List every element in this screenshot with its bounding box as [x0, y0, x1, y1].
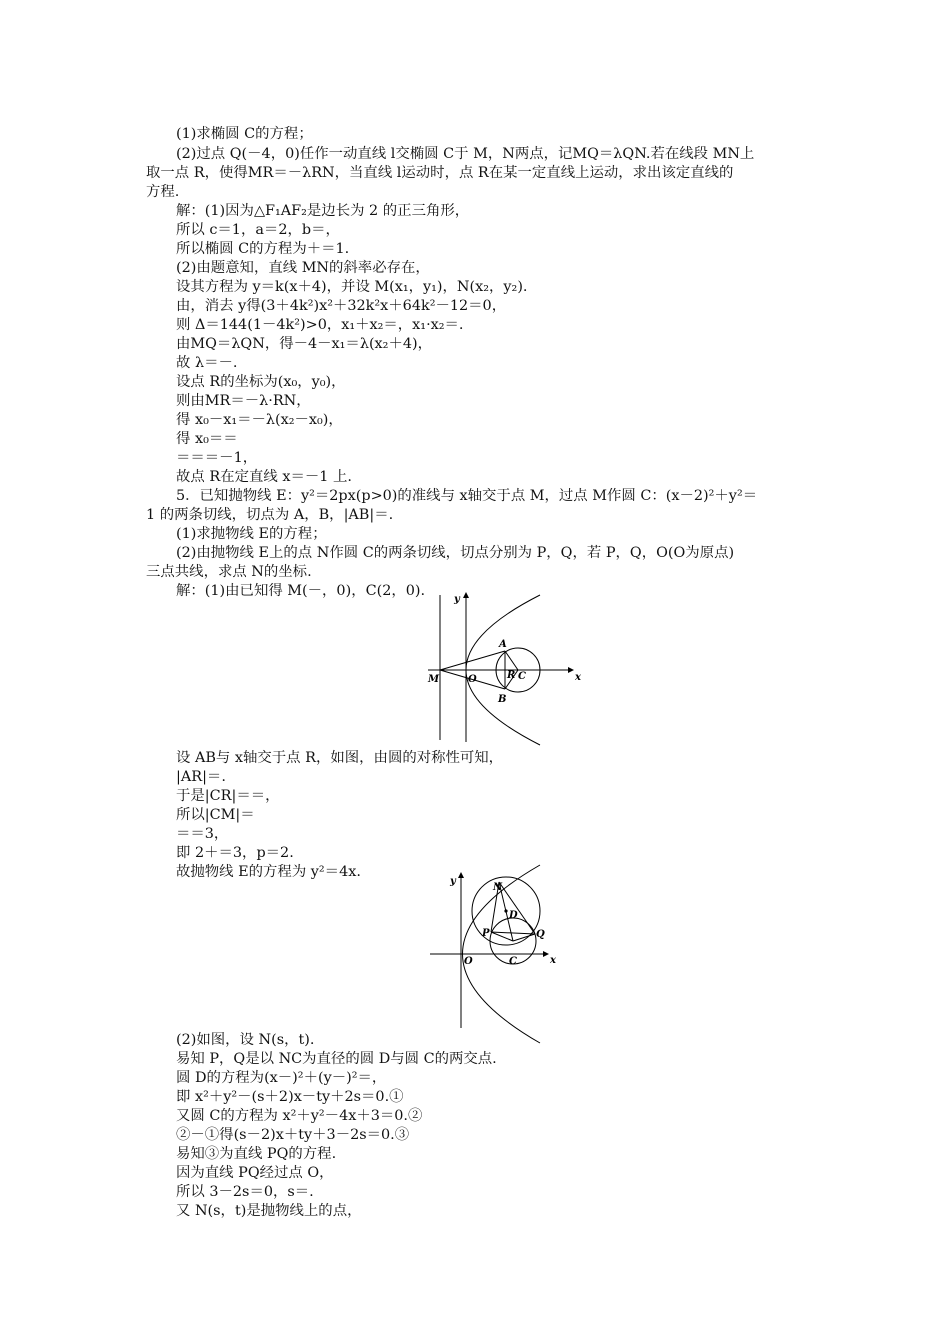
label-c: C	[509, 956, 517, 967]
text-line: 1 的两条切线，切点为 A，B，|AB|＝.	[146, 507, 394, 523]
text-line: ②－①得(s－2)x＋ty＋3－2s＝0.③	[176, 1127, 410, 1143]
text-line: 因为直线 PQ经过点 O，	[176, 1165, 334, 1181]
text-line: 故点 R在定直线 x＝－1 上.	[176, 469, 352, 485]
label-o: O	[468, 674, 477, 685]
figure-parabola-tangents	[420, 590, 580, 745]
text-line: (2)由题意知，直线 MN的斜率必存在，	[176, 260, 430, 276]
label-o: O	[464, 956, 473, 967]
text-line: |AR|＝.	[176, 769, 226, 785]
text-line: 取一点 R，使得MR＝－λRN，当直线 l运动时，点 R在某一定直线上运动，求出该定直线的	[146, 165, 734, 181]
label-r: R	[507, 670, 516, 681]
text-line: 故抛物线 E的方程为 y²＝4x.	[176, 864, 361, 880]
text-line: 三点共线，求点 N的坐标.	[146, 564, 312, 580]
text-line: 所以 3－2s＝0，s＝.	[176, 1184, 314, 1200]
y-axis-arrow	[463, 592, 469, 598]
text-line: 易知③为直线 PQ的方程.	[176, 1146, 337, 1162]
point-d	[504, 909, 507, 912]
label-p: P	[482, 928, 490, 939]
text-line: (2)过点 Q(－4，0)任作一动直线 l交椭圆 C于 M，N两点，记MQ＝λQN.若在线段 MN上	[176, 146, 755, 162]
text-line: ＝＝3，	[176, 826, 229, 842]
text-line: 方程.	[146, 184, 180, 200]
text-line: (1)求抛物线 E的方程；	[176, 526, 327, 542]
segment-nq	[499, 882, 535, 934]
text-line: 所以 c＝1，a＝2，b＝，	[176, 222, 340, 238]
text-line: ＝＝＝－1，	[176, 450, 258, 466]
text-line: 由MQ＝λQN，得－4－x₁＝λ(x₂＋4)，	[176, 336, 432, 352]
text-line: 于是|CR|＝＝，	[176, 788, 280, 804]
text-line: 圆 D的方程为(x－)²＋(y－)²＝，	[176, 1070, 387, 1086]
text-line: 设其方程为 y＝k(x＋4)，并设 M(x₁，y₁)，N(x₂，y₂).	[176, 279, 528, 295]
tangent-ma	[440, 651, 505, 670]
figure-circles-nc	[425, 870, 570, 1030]
y-axis-arrow	[458, 872, 464, 878]
label-a: A	[499, 639, 507, 650]
segment-pq	[491, 932, 535, 934]
x-axis-arrow	[568, 667, 574, 673]
text-line: 又圆 C的方程为 x²＋y²－4x＋3＝0.②	[176, 1108, 423, 1124]
label-b: B	[498, 694, 507, 705]
text-line: 设点 R的坐标为(x₀，y₀)，	[176, 374, 346, 390]
x-axis-arrow	[543, 951, 549, 957]
text-line: 故 λ＝－.	[176, 355, 238, 371]
label-m: M	[428, 674, 440, 685]
text-line: 所以椭圆 C的方程为＋＝1.	[176, 241, 350, 257]
text-line: 5．已知抛物线 E：y²＝2px(p>0)的准线与 x轴交于点 M，过点 M作圆 C：(x－2)²＋y²＝	[176, 488, 758, 504]
text-line: 解：(1)因为△F₁AF₂是边长为 2 的正三角形，	[176, 203, 470, 219]
text-line: 由，消去 y得(3＋4k²)x²＋32k²x＋64k²－12＝0，	[176, 298, 507, 314]
text-line: 则 Δ＝144(1－4k²)>0，x₁＋x₂＝，x₁·x₂＝.	[176, 317, 464, 333]
text-line: 则由MR＝－λ·RN，	[176, 393, 311, 409]
text-line: (2)如图，设 N(s，t).	[176, 1032, 315, 1048]
text-line: 解：(1)由已知得 M(－，0)，C(2，0).	[176, 583, 426, 599]
label-n: N	[493, 882, 503, 893]
label-q: Q	[536, 929, 545, 940]
label-x: x	[550, 955, 556, 966]
text-line: 易知 P，Q是以 NC为直径的圆 D与圆 C的两交点.	[176, 1051, 497, 1067]
label-y: y	[454, 594, 460, 605]
text-line: 得 x₀－x₁＝－λ(x₂－x₀)，	[176, 412, 343, 428]
text-line: 得 x₀＝＝	[176, 431, 238, 447]
label-d: D	[509, 910, 518, 921]
text-line: 所以|CM|＝	[176, 807, 255, 823]
text-line: 又 N(s，t)是抛物线上的点，	[176, 1203, 362, 1219]
label-x: x	[575, 672, 581, 683]
radius-ca	[505, 651, 518, 670]
text-line: (1)求椭圆 C的方程；	[176, 126, 313, 142]
text-line: 设 AB与 x轴交于点 R，如图，由圆的对称性可知，	[176, 750, 504, 766]
label-c: C	[518, 671, 526, 682]
label-y: y	[450, 876, 456, 887]
text-line: 即 2＋＝3，p＝2.	[176, 845, 294, 861]
text-line: 即 x²＋y²－(s＋2)x－ty＋2s＝0.①	[176, 1089, 404, 1105]
text-line: (2)由抛物线 E上的点 N作圆 C的两条切线，切点分别为 P，Q，若 P，Q，O(O为原点)	[176, 545, 735, 561]
